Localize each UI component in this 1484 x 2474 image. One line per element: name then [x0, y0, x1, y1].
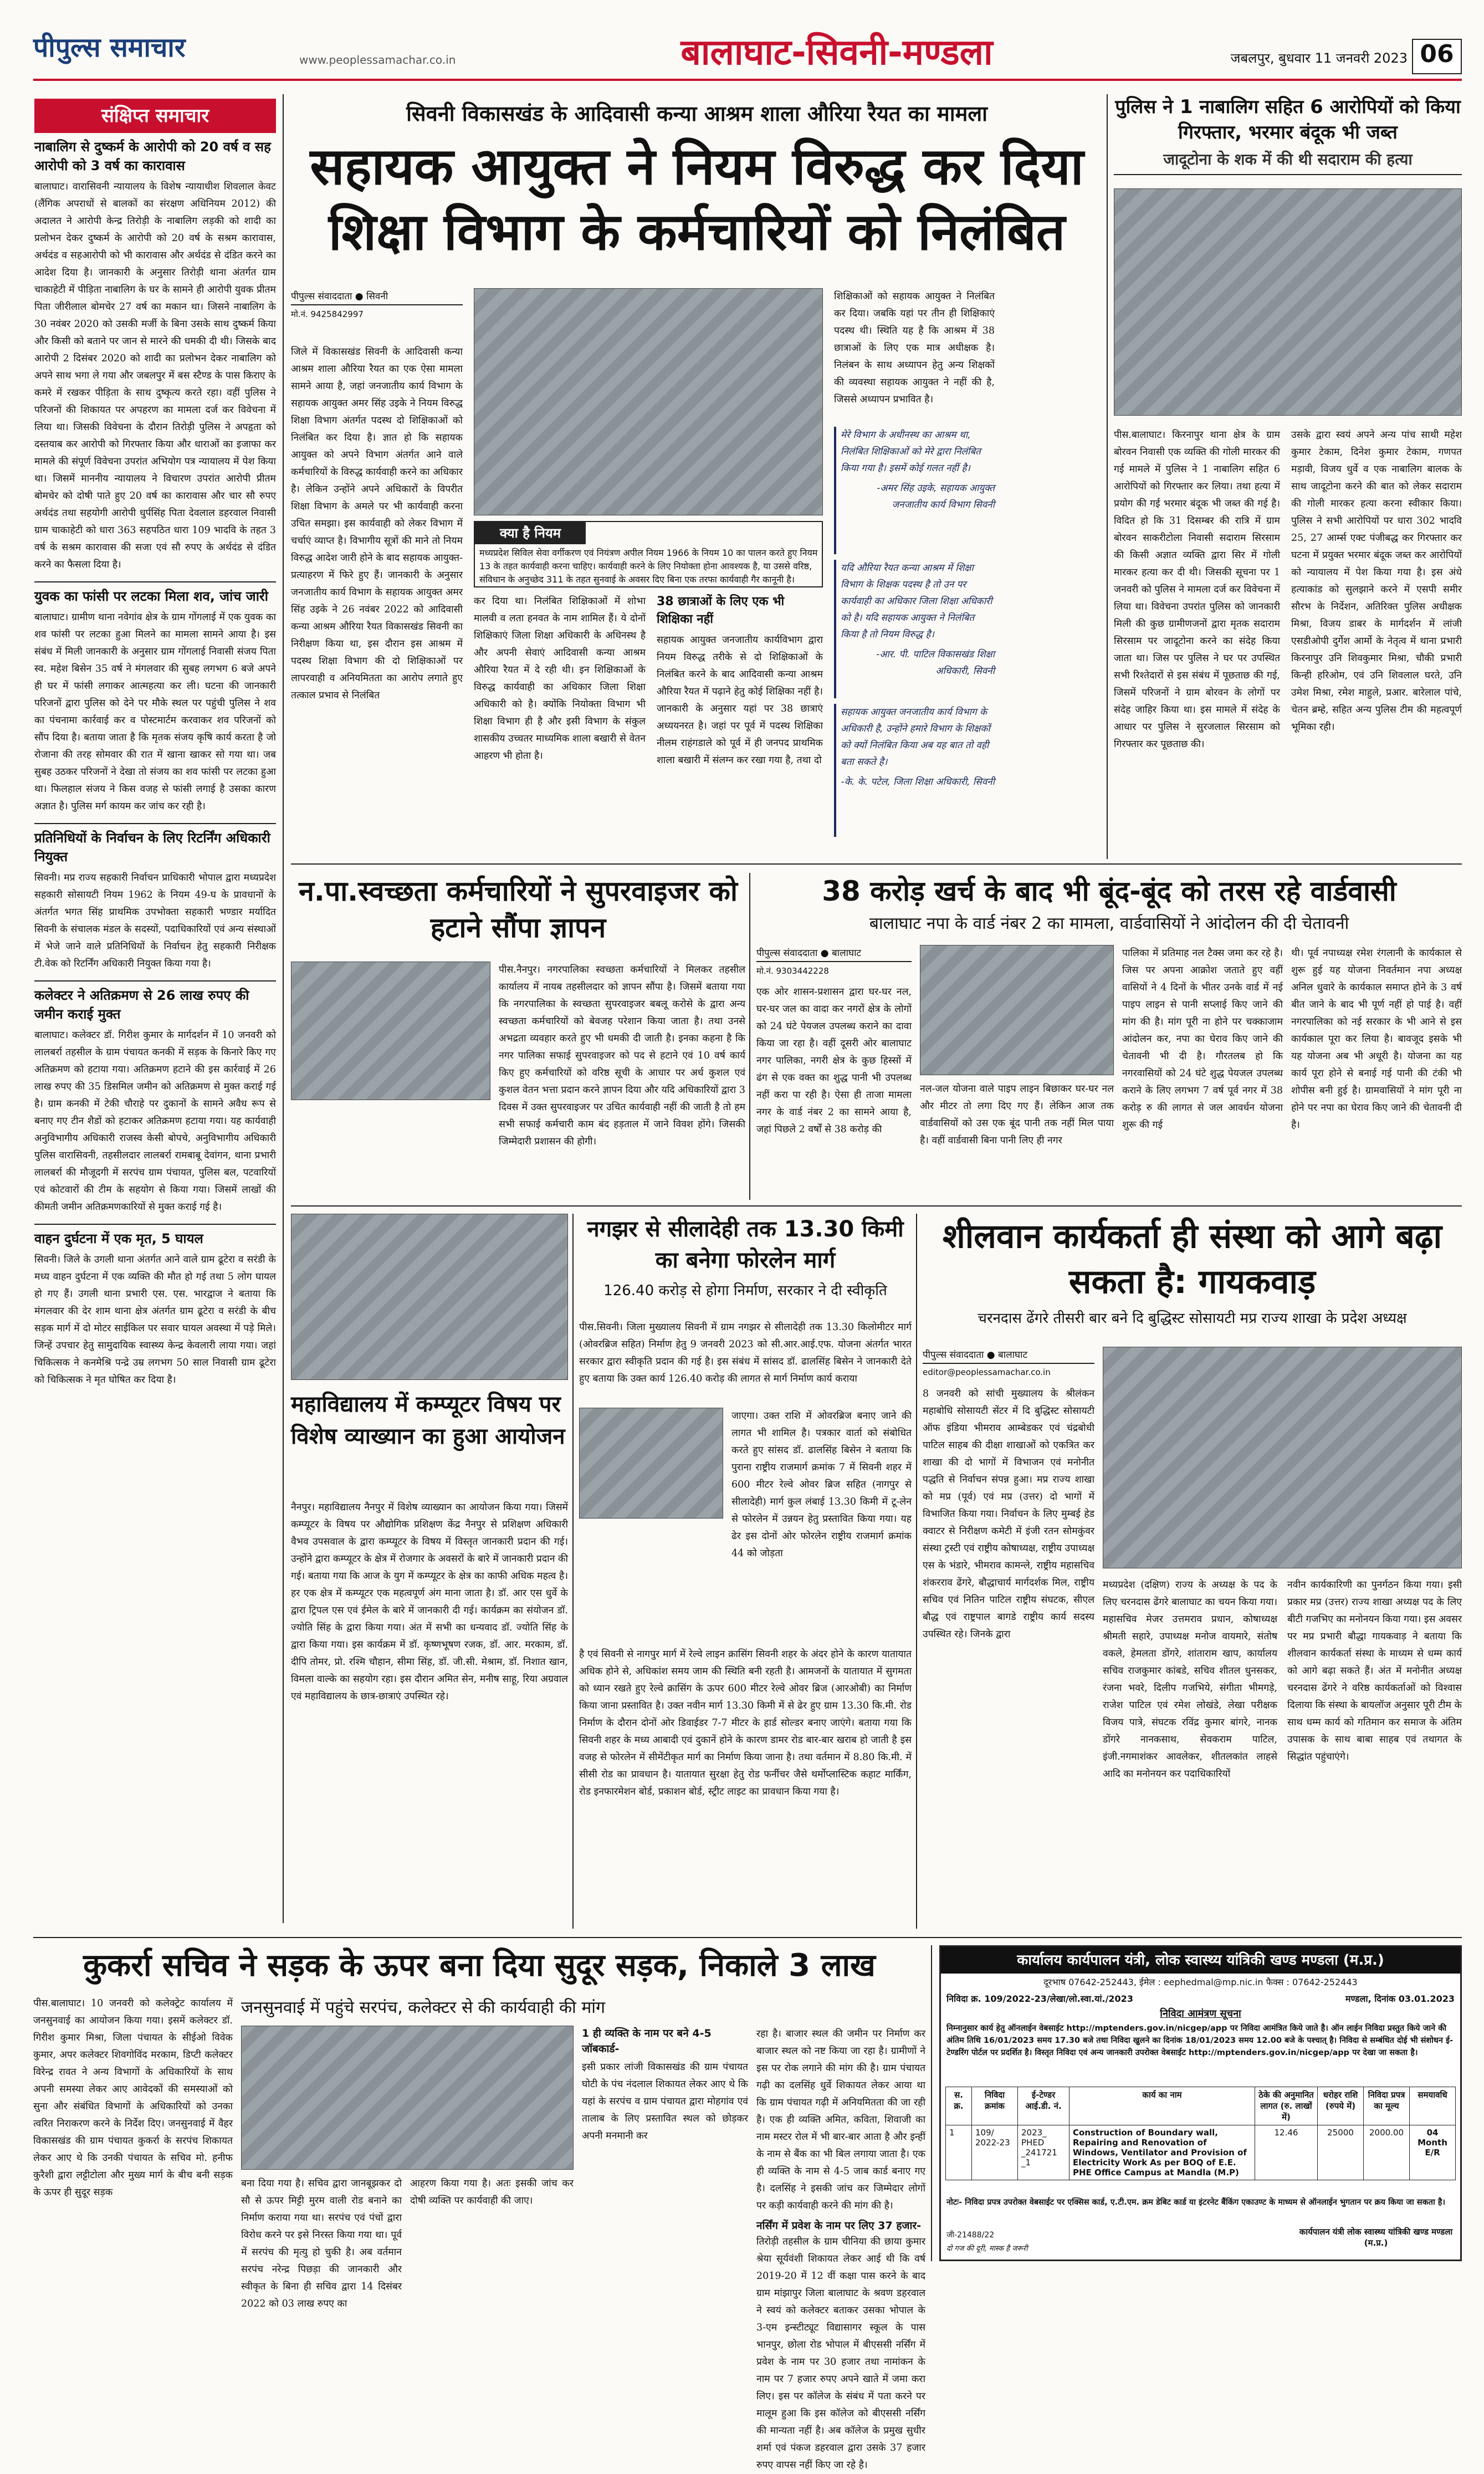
lead-headline: सहायक आयुक्त ने नियम विरुद्ध कर दिया शिक्षा विभाग के कर्मचारियों को निलंबित: [310, 137, 1084, 262]
page-number: 06: [1412, 39, 1462, 74]
brief-body: बालाघाट। वारासिवनी न्यायालय के विशेष न्यायाधीश शिवलाल केवट (लैंगिक अपराधों से बालकों का संरक्षण अधिनियम 2012) की अदालत ने आरोपी केन्द्र तिरोड़ी के नाबालिग लड़की को शादी का प्रलोभन देकर दुष्कर्म के आरोपी को 20 वर्ष के सश्रम कारावास, अर्थदंड व सहआरोपी को भी कारावास और अर्थदंड से दंडित करने का आदेश दिया है। जानकारी के अनुसार तिरोड़ी थाना अंतर्गत ग्राम चाकाहेटी में पीड़िता नाबालिग के घर के सामने ही आरोपी युवक प्रीतम पिता जीरीलाल बोमचेर 27 वर्ष का मकान था। जिसने नाबालिग के 30 नवंबर 2020 को उसकी मर्जी के बिना उसके साथ दुष्कर्म किया और किसी को बताने पर जान से मारने की धमकी दी थी। जिसके बाद आरोपी 2 दिसंबर 2020 को शादी का प्रलोभन देकर नाबालिग को अपने साथ भगा ले गया और जबलपुर में बस स्टैण्ड के पास किराए के कमरे में रखकर पीड़िता के साथ दुष्कृत्य करते रहा। वहीं पुलिस ने परिजनों की शिकायत पर अपहरण का मामला दर्ज कर विवेचना में लिया था। जिसकी विवेचना के दौरान तिरोड़ी पुलिस ने अपहृता को दस्तयाब कर आरोपी को गिरफ्तार किया और धाराओं का इजाफा कर मामले की संपूर्ण विवेचना उपरांत अभियोग पत्र न्यायालय में पेश किया था। जिसमें माननीय न्यायालय ने विचारण उपरांत आरोपी प्रीतम बोमचेर को दोषी पाते हुए 20 वर्ष का कारावास और चार सौ रुपए अर्थदंड तथा सहयोगी आरोपी धुर्पसिंह पिता देवलाल डहरवाल निवासी ग्राम चाकाहेटी को धारा 363 सहपठित धारा 109 भादवि के तहत 3 वर्ष के सश्रम कारावास की सजा एवं सौ रुपए के अर्थदंड से दंडित करने का फैसला दिया है।: [34, 181, 276, 570]
ward-col4: थी। पूर्व नपाध्यक्ष रमेश रंगलानी के कार्यकाल से शुरू हुई यह योजना निवर्तमान नपा अध्यक्ष अनिल धुवारे के कार्यकाल समाप्त होने के 3 वर्ष बीत जाने के बाद भी पूर्ण नहीं हो पाई है। वहीं नगरपालिका को नई सरकार के भी आने से इस कार्यकाल पूरा कर लिया है। बावजूद इसके भी यह योजना अब भी अधूरी है। योजना का यह कार्य पूरा होने से बनाई गई पानी की टंकी भी शोपीस बनी हुई है। ग्रामवासियों ने मांग पूरी ना होने पर नपा का घेराव किए जाने की चेतावनी दी है।: [1291, 948, 1462, 1131]
highway-col2: जाएगा। उक्त राशि में ओवरब्रिज बनाए जाने की लागत भी शामिल है। पत्रकार वार्ता को संबोधित करते हुए सांसद डॉ. ढालसिंह बिसेन ने बताया कि पुराना राष्ट्रीय राजमार्ग क्रमांक 7 में सिवनी शहर में 600 मीटर रेल्वे ओवर ब्रिज सहित (नागपुर से सीलादेही) मार्ग कुल लंबाई 13.30 किमी में टू-लेन से फोरलेन में उन्नयन हेतु प्रस्तावित किया गया। यह ढेर इस दोनों ओर फोरलेन राष्ट्रीय राजमार्ग क्रमांक 44 को जोड़ता: [731, 1410, 912, 1559]
mobile-number: मो.नं. 9303442228: [756, 966, 829, 976]
gaikwad-col3: नवीन कार्यकारिणी का पुनर्गठन किया गया। इसी प्रकार मप्र (उत्तर) राज्य शाखा अध्यक्ष पद के लिए बीटी गजभिए का मनोनयन किया गया। इस अवसर पर मप्र प्रभारी बौद्धा गायकवाड़ ने बताया कि शीलवान कार्यकर्ता संस्था के माध्यम से धम्म कार्य को आगे बढ़ा सकते हैं। अंत में मनोनीत अध्यक्ष चरनदास ढेंगरे ने वरिष्ठ कार्यकर्ताओं को विश्वास दिलाया कि संस्था के बायलॉज अनुसार पूरी टीम के साथ धम्म कार्य को गतिमान कर समाज के अंतिम उपासक के साथ बाबा साहब एवं तथागत के सिद्धांत पहुंचाएंगे।: [1287, 1580, 1462, 1762]
kukarra-subhead: जनसुनवाई में पहुंचे सरपंच, कलेक्टर से की कार्यवाही की मांग: [241, 1998, 605, 2017]
table-cell: 25000: [1318, 2125, 1364, 2180]
police-headline: पुलिस ने 1 नाबालिग सहित 6 आरोपियों को किया गिरफ्तार, भरमार बंदूक भी जब्त: [1115, 96, 1461, 144]
kukarra-col4-group: [756, 2026, 925, 2471]
rule-subhead: क्या है नियम: [475, 522, 586, 544]
college-lecture-photo: [291, 1214, 568, 1380]
tender-signature: कार्यपालन यंत्री लोक स्वास्थ्य यांत्रिकी खण्ड मण्डला (म.प्र.): [1299, 2227, 1453, 2248]
column-header: समयावधि: [1410, 2087, 1456, 2125]
memorandum-photo: [291, 962, 490, 1100]
swachhata-body: पीस.नैनपुर। नगरपालिका स्वच्छता कर्मचारियों ने मिलकर तहसील कार्यालय में नायब तहसीलदार को ज्ञापन सौंपा है। जिसमें बताया गया कि नगरपालिका के स्वच्छता सुपरवाइजर बबलू करोसे के द्वारा अन्य स्वच्छता कर्मचारियों को बेवजह परेशान किया जाता है। तथा उनसे अभद्रता व्यवहार करते हुए भी धमकी दी जाती है। इनका कहना है कि नगर पालिका सफाई सुपरवाइजर को पद से हटाने एवं 10 वर्ष कार्य किए हुए कर्मचारियों को वरिष्ठ सूची के आधार पर अर्ध कुशल एवं कुशल वेतन भत्ता प्रदान करने ज्ञापन दिया और यदि अधिकारियों द्वारा 3 दिवस में उक्त सुपरवाइजर पर उचित कार्यवाही नहीं की जाती है तो हम सभी सफाई कर्मचारी काम बंद हड़ताल में जाने विवश होंगे। जिसकी जिम्मेदारी प्रशासन की होगी।: [499, 964, 745, 1147]
gaikwad-story: [923, 1214, 1462, 1929]
column-header: धरोहर राशि (रुपये में): [1318, 2087, 1364, 2125]
dateline: जबलपुर, बुधवार 11 जनवरी 2023: [1230, 50, 1408, 66]
quote-uike: [834, 427, 995, 554]
kukarra-story: [33, 1945, 925, 2471]
quote-source: -अमर सिंह उइके, सहायक आयुक्त जनजातीय कार्य विभाग सिवनी: [877, 483, 995, 510]
highway-headline: नगझर से सीलादेही तक 13.30 किमी का बनेगा फोरलेन मार्ग: [587, 1216, 904, 1273]
swachhata-story: [291, 873, 745, 1200]
public-hearing-photo: [241, 2026, 574, 2170]
gaikwad-byline: [923, 1347, 1094, 1380]
tender-contact: दूरभाष 07642-252443, ईमेल : eephedmal@mp.nic.in फैक्स : 07642-252443: [1043, 1977, 1358, 1987]
ward-headline: 38 करोड़ खर्च के बाद भी बूंद-बूंद को तरस रहे वार्डवासी: [822, 875, 1396, 907]
ward-story: [756, 873, 1462, 1200]
brief-title: नाबालिग से दुष्कर्म के आरोपी को 20 वर्ष व सह आरोपी को 3 वर्ष का कारावास: [34, 139, 271, 173]
lead-col3b: सहायक आयुक्त जनजातीय कार्यविभाग द्वारा नियम विरुद्ध तरीके से दो शिक्षिकाओं के निलंबित करने के बाद आदिवासी कन्या आश्रम औरिया रैयत में पढ़ाने हेतु कोई शिक्षिका नहीं है। जानकारी के अनुसार यहां पर 38 छात्राएं अध्ययनरत है। जहां पर पूर्व में पदस्थ शिक्षिका नीलम राहंगडाले को पूर्व में ही जनपद प्राथमिक शाला बखारी में संलग्न कर रखा गया है, तथा दो: [657, 635, 823, 766]
website[interactable]: www.peoplessamachar.co.in: [299, 53, 456, 67]
kukarra-col3-group: [410, 2175, 574, 2261]
section-rule: [33, 1937, 1462, 1938]
brief-body: बालाघाट। कलेक्टर डॉ. गिरीश कुमार के मार्गदर्शन में 10 जनवरी को लालबर्रा तहसील के ग्राम पंचायत कनकी में सड़क के किनारे किए गए अतिक्रमण को हटाया गया। अतिक्रमण हटाने की इस कार्रवाई में 26 लाख रुपए की 35 डिसमिल जमीन को अतिक्रमण से मुक्त कराई गई है। ग्राम कनकी में टेकी चौराहे पर दुकानों के सामने अवैध रूप से बनाए गए टीन शैडों को हटाकर अतिक्रमण हटाया गया। यह कार्यवाही अनुविभागीय अधिकारी राजस्व केसी बोपचे, अनुविभागीय अधिकारी पुलिस वारासिवनी, तहसीलदार लालबर्रा रामबाबू देवांगन, थाना प्रभारी लालबर्रा की मौजूदगी में सरपंच ग्राम पंचायत, पुलिस बल, पटवारियों एवं कोटवारों की टीम के सहयोग से किया गया। जिसमें लाखों की कीमती जमीन अतिक्रमणकारियों से मुक्त कराई गई है।: [34, 1030, 276, 1213]
column-header: निविदा प्रपत्र का मूल्य: [1364, 2087, 1410, 2125]
gaikwad-subhead: चरनदास ढेंगरे तीसरी बार बने दि बुद्धिस्ट सोसायटी मप्र राज्य शाखा के प्रदेश अध्यक्ष: [978, 1310, 1407, 1327]
column-rule: [572, 1214, 574, 1929]
gaikwad-headline: शीलवान कार्यकर्ता ही संस्था को आगे बढ़ा सकता है: गायकवाड़: [942, 1217, 1442, 1301]
brief-title: कलेक्टर ने अतिक्रमण से 26 लाख रुपए की जमीन कराई मुक्त: [34, 980, 276, 1024]
lead-story: [291, 94, 1103, 859]
lead-col1: जिले में विकासखंड सिवनी के आदिवासी कन्या आश्रम शाला औरिया रैयत का एक ऐसा मामला सामने आया है, जहां जनजातीय कार्य विभाग के सहायक आयुक्त अमर सिंह उइके ने नियम विरुद्ध शिक्षा विभाग अंतर्गत पदस्थ दो शिक्षिकाओं को निलंबित कर दिया है। ज्ञात हो कि सहायक आयुक्त को अपने विभाग अंतर्गत आने वाले कर्मचारियों के विरुद्ध कार्यवाही करने का अधिकार है। लेकिन उन्होंने अपने अधिकारों के विपरीत शिक्षा विभाग के अमले पर भी कार्यवाही करना उचित समझा। इस कार्यवाही को लेकर विभाग में चर्चाएं व्याप्त है। विभागीय सूत्रों की माने तो नियम विरुद्ध आदेश जारी होने के बाद सहायक आयुक्त- प्रत्याहरण में फिरे हुए हैं। जानकारी के अनुसार जनजातीय कार्य विभाग के सहायक आयुक्त अमर सिंह उइके ने 26 नवंबर 2022 को आदिवासी कन्या आश्रम औरिया रैयत विकासखंड सिवनी का निरीक्षण किया था, इस दौरान इस आश्रम में पदस्थ शिक्षा विभाग की दो शिक्षिकाओं पर लापरवाही व अनियमितता का आरोप लगाते हुए तत्काल प्रभाव से निलंबित: [291, 346, 463, 701]
table-cell: 12.46: [1255, 2125, 1318, 2180]
table-cell: 109/ 2022-23: [972, 2125, 1018, 2180]
police-story: [1114, 94, 1462, 859]
police-col1: पीस.बालाघाट। किरनापुर थाना क्षेत्र के ग्राम बोरवन निवासी एक व्यक्ति की गोली मारकर की गई मामले में पुलिस ने 1 नाबालिग सहित 6 आरोपियों को गिरफ्तार कर लिया। तथा हत्या में प्रयोग की गई भरमार बंदूक भी जब्त की गई है। विदित हो कि 31 दिसम्बर की रात्रि में ग्राम बोरवन साकरीटोला निवासी सदाराम सिरसाम की किसी अज्ञात व्यक्ति द्वारा सिर में गोली मारकर हत्या कर दी थी। जिसकी सूचना पर 1 जनवरी को पुलिस ने मामला दर्ज कर विवेचना में लिया था। विवेचना उपरांत पुलिस को जानकारी मिली की कुछ ग्रामीणजनों द्वारा मृतक सदाराम सिरसाम पर जादूटोना करने का संदेह किया जाता था। जिस पर पुलिस ने घर पर उपस्थित सभी रिश्तेदारों से इस संबंध में पूछताछ की गई, जिसमें परिजनों ने ग्राम बोरवन के लोगों पर संदेह जाहिर किया था। इस मामले में संदेह के आधार पर पुलिस ने सुरजलाल सिरसाम को गिरफ्तार कर पूछताछ की।: [1114, 430, 1280, 750]
byline: पीपुल्स संवाददाता ● बालाघाट: [756, 945, 912, 962]
quote-text: यदि औरिया रैयत कन्या आश्रम में शिक्षा विभाग के शिक्षक पदस्थ है तो उन पर कार्यवाही का अधिकार जिला शिक्षा अधिकारी को है। यदि सहायक आयुक्त ने निलंबित किया है तो नियम विरुद्ध है।: [841, 563, 992, 640]
rule-box: [474, 521, 823, 587]
column-header: निविदा क्रमांक: [972, 2087, 1018, 2125]
byline: पीपुल्स संवाददाता ● बालाघाट: [923, 1347, 1094, 1364]
logo: पीपुल्स समाचार: [33, 32, 186, 63]
quote-source: -आर. पी. पाटिल विकासखंड शिक्षा अधिकारी, सिवनी: [876, 649, 995, 677]
email[interactable]: editor@peoplessamachar.co.in: [923, 1367, 1051, 1377]
quote-source: -के. के. पटेल, जिला शिक्षा अधिकारी, सिवनी: [841, 776, 995, 788]
gaikwad-col1: 8 जनवरी को सांची मुख्यालय के श्रीलंकन महाबोधि सोसायटी सेंटर में दि बुद्धिस्ट सोसायटी ऑफ इंडिया भीमराव आम्बेडकर एवं चंद्रबोधी पाटिल साहब की दीक्षा शाखाओं को एकत्रित कर शाखा की दो भागों में विभाजन एवं मनोनीत पद्धति से निर्वाचन संपन्न हुआ। मप्र राज्य शाखा को मप्र (पूर्व) एवं मप्र (उत्तर) दो भागों में विभाजित किया गया। निर्वाचन के लिए मुम्बई हेड क्वाटर से निरीक्षण कमेटी में इंजी रतन सोमकुंवर संस्था ट्रस्टी एवं राष्ट्रीय कोषाध्यक्ष, राष्ट्रीय उपाध्यक्ष एस के भंडारे, भीमराव कामन्ले, राष्ट्रीय महासचिव शंकरराव ढेंगरे, बौद्धाचार्य मार्गदर्शक मिल, राष्ट्रीय सचिव एवं नितिन पाटिल राष्ट्रीय संघटक, सीएल बौद्ध एवं राष्ट्रपाल बागडे राष्ट्रीय कार्य सदस्य उपस्थित रहे। जिनके द्वारा: [923, 1388, 1094, 1640]
kukarra-col3: आहरण किया गया है। अतः इसकी जांच कर दोषी व्यक्ति पर कार्यवाही की जाए।: [410, 2178, 574, 2206]
swachhata-headline: न.पा.स्वच्छता कर्मचारियों ने सुपरवाइजर को हटाने सौंपा ज्ञापन: [299, 875, 738, 944]
highway-subhead: 126.40 करोड़ से होगा निर्माण, सरकार ने दी स्वीकृति: [603, 1282, 887, 1299]
tender-footer-slogan: दो गज की दूरी, मास्क है जरूरी: [946, 2245, 1028, 2253]
quote-text: मेरे विभाग के अधीनस्थ का आश्रम था, निलंबित शिक्षिकाओं को मेरे द्वारा निलंबित किया गया है। इसमें कोई गलत नहीं है।: [841, 430, 981, 474]
lead-kicker: सिवनी विकासखंड के आदिवासी कन्या आश्रम शाला औरिया रैयत का मामला: [406, 101, 987, 126]
rule-text: मध्यप्रदेश सिविल सेवा वर्गीकरण एवं नियंत्रण अपील नियम 1966 के नियम 10 का पालन करते हुए नियम 13 के तहत कार्यवाही करना चाहिए। कार्यवाही करने के लिए नियोक्ता होना आवश्यक है, या उससे वरिष्ठ, संविधान के अनुच्छेद 311 के तहत सुनवाई के अवसर दिए बिना एक तरफा कार्यवाही गैर कानूनी है।: [479, 548, 818, 585]
tender-footer-code: जी-21488/22: [946, 2231, 995, 2240]
lead-col3: शिक्षिकाओं को सहायक आयुक्त ने निलंबित कर दिया। जबकि यहां पर तीन ही शिक्षिकाएं पदस्थ थी। स्थिति यह है कि आश्रम में 38 छात्राओं के लिए एक मात्र अधीक्षक है। निलंबन के साथ अध्यापन हेतु अन्य शिक्षकों की व्यवस्था सहायक आयुक्त ने नहीं की है, जिससे अध्यापन प्रभावित है।: [834, 291, 995, 405]
column-header: ठेके की अनुमानित लागत (रु. लाखों में): [1255, 2087, 1318, 2125]
ward-subhead: बालाघाट नपा के वार्ड नंबर 2 का मामला, वार्डवासियों ने आंदोलन की दी चेतावनी: [869, 914, 1349, 933]
tender-note: नोटः- निविदा प्रपत्र उपरोक्त वेबसाईट पर एक्सिस कार्ड, ए.टी.एम. क्रम डेबिट कार्ड या इंटरनेट बैंकिंग एकाउण्ट के माध्यम से ऑनलाईन भुगतान पर क्रय किया जा सकता है।: [946, 2198, 1445, 2207]
highway-col1: पीस.सिवनी। जिला मुख्यालय सिवनी में ग्राम नगझर से सीलादेही तक 13.30 किलोमीटर मार्ग (ओवरब्रिज सहित) निर्माण हेतु 9 जनवरी 2023 को सी.आर.आई.एफ. योजना अंतर्गत भारत सरकार द्वारा स्वीकृति प्रदान की गई है। इस संबंध में सांसद डॉ. ढालसिंह बिसेन ने जानकारी देते हुए बताया कि उक्त कार्य 126.40 करोड़ की लागत से मार्ग निर्माण कार्य कराया: [579, 1322, 912, 1384]
tender-table-wrap: [945, 2087, 1456, 2192]
college-body: नैनपुर। महाविद्यालय नैनपुर में विशेष व्याख्यान का आयोजन किया गया। जिसमें कम्प्यूटर के विषय पर औद्योगिक प्रशिक्षण केंद्र नैनपुर से प्रशिक्षण अधिकारी वैभव उपसवाल के द्वारा कम्प्यूटर के विषय में विस्तृत जानकारी प्रदान की गई। उन्होंने द्वारा कम्प्यूटर के क्षेत्र में रोजगार के अवसरों के बारे में जानकारी प्रदान की गई। बताया गया कि आज के युग में कम्प्यूटर के क्षेत्र का काफी अधिक महत्व है। हर एक क्षेत्र में कम्प्यूटर एक महत्वपूर्ण अंग माना जाता है। डॉ. आर एस धुर्वे के द्वारा ट्रिपल एस एवं ईमेल के बारे में जानकारी दी गई। कार्यक्रम का संयोजन डॉ. ज्योति सिंह के द्वारा किया गया। अंत में सभी का धन्यवाद डॉ. ज्योति सिंह के द्वारा किया गया। इस कार्यक्रम में डॉ. कृष्णभूषण रजक, डॉ. आर. मरकाम, डॉ. दीपि तोमर, प्रो. रश्मि चौहान, सीमा सिंह, डॉ. जी.सी. मेश्राम, डॉ. निशात खान, विमला वाल्के का सहयोग रहा। इस दौरान अमित सेन, मनीष साहू, रिया अग्रवाल एवं महाविद्यालय के छात्र-छात्राएं उपस्थित रहे।: [291, 1502, 568, 1702]
lead-byline: [291, 288, 463, 327]
ward-col3: पालिका में प्रतिमाह नल टैक्स जमा कर रहे है। जिस पर अपना आक्रोश जताते हुए वहीं वासियों ने 4 दिनों के भीतर उनके वार्ड में नई पाइप लाइन से पानी सप्लाई किए जाने की मांग की है। मांग पूरी ना होने पर चक्काजाम आंदोलन कर, नपा का घेराव किए जाने की चेतावनी भी दी है। गौरतलब हो कि नगरवासियों को 24 घंटे शुद्ध पेयजल उपलब्ध कराने के लिए लगभग 7 वर्ष पूर्व नगर में 38 करोड़ रु की लागत से जल आवर्धन योजना शुरू की गई: [1122, 948, 1283, 1131]
section-rule: [291, 863, 1462, 865]
briefs-header: संक्षिप्त समाचार: [34, 99, 276, 133]
students-subhead: 38 छात्राओं के लिए एक भी शिक्षिका नहीं: [657, 595, 785, 626]
brief-body: बालाघाट। ग्रामीण थाना नवेगांव क्षेत्र के ग्राम गोंगलाई में एक युवक का शव फांसी पर लटका हुआ मिलने का मामला सामने आया है। इस संबंध में मिली जानकारी के अनुसार ग्राम गोंगलाई निवासी संजय पिता स्व. महेश बिसेन 35 वर्ष ने मंगलवार की सुबह लगभग 6 बजे अपने ही घर में फांसी लगाकर आत्महत्या कर ली। घटना की जानकारी परिजनों द्वारा पुलिस को देने पर मौके स्थल पर पहुंची पुलिस ने शव का पंचनामा कार्रवाई कर व पोस्टमार्टम करवाकर शव परिजनों को सौंप दिया है। बताया जाता है कि मृतक संजय कृषि कार्य करता है जो रोजाना की तरह सोमवार की रात में खाना खाकर सो गया था। जब सुबह उठकर परिजनों ने देखा तो संजय का शव फांसी पर लटका हुआ था। फिलहाल संजय ने किस वजह से फांसी लगाई है उसका कारण अज्ञात है। पुलिस मर्ग कायम कर जांच कर रही है।: [34, 612, 276, 812]
column-rule: [283, 94, 284, 1923]
lead-col3-group: [657, 593, 823, 837]
tender-notice-body: निम्नानुसार कार्य हेतु ऑनलाईन वेबसाईट http://mptenders.gov.in/nicgep/app पर निविदा आमंत्रित किये जाते है। ऑन लाईन निविदा प्रस्तुत किये जाने की अंतिम तिथि 16/01/2023 समय 17.30 बजे तथा निविदा खुलने का दिनांक 18/01/2023 समय 12.00 बजे के पश्चात् है। निविदा से सम्बंधित दोई भी संशोधन ई-टेण्डरिंग पोर्टल पर प्रदर्शित है। विस्तृत निविदा एवं अन्य जानकारी उपरोक्त वेबसाईट http://mptenders.gov.in/nicgep/app पर देखा जा सकता है।: [946, 2024, 1454, 2057]
table-cell: Construction of Boundary wall, Repairing and Renovation of Windows, Ventilator and Provision of Electricity Work As per BOQ of E.E. PHE Office Campus at Mandla (M.P): [1069, 2125, 1255, 2180]
briefs-column: [34, 137, 276, 1944]
police-subhead: जादूटोना के शक में की थी सदाराम की हत्या: [1114, 149, 1462, 175]
kukarra-col2: बना दिया गया है। सचिव द्वारा जानबूझकर दो सौ से ऊपर मिट्टी मुरम वाली रोड बनाने का निर्माण कराया गया था। सरपंच एवं पंचों द्वारा विरोध करने पर इसे निरस्त किया गया था। पूर्व में सरपंच की मृत्यु हो चुकी है। अब वर्तमान सरपंच नरेन्द्र पिछड़ा की जानकारी और स्वीकृत के बिना ही सचिव द्वारा 14 दिसंबर 2022 को 03 लाख रुपए का: [241, 2178, 402, 2309]
quote-patel: [834, 704, 995, 837]
ward-col2: नल-जल योजना वाले पाइप लाइन बिछाकर घर-घर नल और मीटर तो लगा दिए गए हैं। लेकिन आज तक वार्डवासियों को उस एक बूंद पानी तक नहीं मिल पाया है। वहीं वार्डवासी बिना पानी लिए ही नगर: [920, 1083, 1114, 1146]
section-rule: [291, 1205, 1462, 1207]
table-header-row: [946, 2087, 1456, 2125]
accused-group-photo: [1114, 188, 1462, 416]
ward-col1: एक ओर शासन-प्रशासन द्वारा घर-घर नल, घर-घर जल का वादा कर नगरों क्षेत्र के लोगों को 24 घंटे पेयजल उपलब्ध कराने का दावा किया जा रहा है। वहीं दूसरी ओर बालाघाट नगर पालिका, नगरी क्षेत्र के कुछ हिस्सों में ढंग से एक वक्त का शुद्ध पानी भी उपलब्ध नहीं करा पा रही है। ऐसा ही ताजा मामला नगर के वार्ड नंबर 2 का सामने आया है, जहां पिछले 2 वर्षों से 38 करोड़ की: [756, 986, 912, 1135]
column-header: स. क्र.: [946, 2087, 972, 2125]
police-col2: उसके द्वारा स्वयं अपने अन्य पांच साथी महेश कुमार टेकाम, दिनेश कुमार टेकाम, गणपत मड़ावी, विजय धुर्वे व एक नाबालिग बालक के साथ जादूटोना करने की बात को लेकर सदाराम की गोली मारकर हत्या करना स्वीकार किया। पुलिस ने सभी आरोपियों पर धारा 302 भादवि 25, 27 आर्म्स एक्ट पंजीबद्ध कर गिरफ्तार कर घटना में प्रयुक्त भरमार बंदूक जब्त कर आरोपियों को न्यायालय में पेश किया गया है। इस अंधे हत्याकांड को सुलझाने करने में एसपी समीर सौरभ के निर्देशन, अतिरिक्त पुलिस अधीक्षक मिश्रा, विजय डाबर के मार्गदर्शन में लांजी एसडीओपी दुर्गेश आर्मो के नेतृत्व में थाना प्रभारी किरनापुर उनि शिवकुमार मिश्रा, चौकी प्रभारी किन्ही हरिओम, एवं उनि शिवलाल घरते, उनि उमेश मिश्रा, रमेश माहुले, प्रआर. बारेलाल पांचे, चेतन ब्रम्हे, सहित अन्य पुलिस टीम की महत्वपूर्ण भूमिका रही।: [1291, 430, 1462, 733]
kukarra-col3b: इसी प्रकार लांजी विकासखंड की ग्राम पंचायत घोटी के पंच नंदलाल शिकायत लेकर आए थे कि यहां के सरपंच व ग्राम पंचायत द्वारा मोहगांव एवं तालाब के लिए प्रस्तावित स्थल को छोड़कर अपनी मनमानी कर: [582, 2062, 748, 2141]
column-rule: [1107, 94, 1108, 859]
table-cell: 2023_ PHED _241721 _1: [1018, 2125, 1069, 2180]
mp-portrait-photo: [579, 1408, 723, 1519]
nursing-subhead: नर्सिंग में प्रवेश के नाम पर लिए 37 हजार-: [756, 2220, 922, 2232]
brief-title: वाहन दुर्घटना में एक मृत, 5 घायल: [34, 1224, 276, 1248]
kukarra-col4: रहा है। बाजार स्थल की जमीन पर निर्माण कर बाजार स्थल को नष्ट किया जा रहा है। ग्रामीणों ने इस पर रोक लगाने की मांग की है। ग्राम पंचायत गढ़ी का दलसिंह धुर्वे शिकायत लेकर आया था कि ग्राम पंचायत गढ़ी में अनियमितता की जा रही है। एक ही व्यक्ति अमित, कविता, शिवाजी का नाम मस्टर रोल में भी बार-बार आता है और इन्हीं के नाम से बैंक का भी बिल लगाया जाता है। एक ही व्यक्ति के नाम से 4-5 जाब कार्ड बनाए गए है। दलसिंह ने इसकी जांच कर जिम्मेदार लोगों पर कड़ी कार्यवाही करने की मांग की है।: [756, 2028, 925, 2211]
highway-col3: है एवं सिवनी से नागपुर मार्ग में रेल्वे लाइन क्रासिंग सिवनी शहर के अंदर होने के कारण यातायात अधिक होने से, अधिकांश समय जाम की स्थिति बनी रहती है। आमजनों के यातायात में सुगमता को ध्यान रखते हुए रेल्वे क्रासिंग के ऊपर 600 मीटर रेल्वे ओवर ब्रिज (आरओबी) का निर्माण किया जाना प्रस्तावित है। उक्त नवीन मार्ग 13.30 किमी में से ढेर हुए ग्राम 13.30 कि.मी. रोड निर्माण के दौरान दोनों ओर डिवाईडर 7-7 मीटर के हार्ड सोल्डर बनाए जाएंगे। बताया गया कि सिवनी शहर के मध्य आबादी एवं दुकानें होने के कारण डामर रोड बार-बार खराब हो जाती है इस वजह से फोरलेन में सीमेंटीकृत मार्ग का निर्माण किया जाना है। तथा वर्तमान में 8.80 कि.मी. में सीसी रोड का प्रावधान है। यातायात सुरक्षा हेतु रोड फर्नीचर जैसे थर्मोप्लास्टिक कहाट मार्किंग, रोड इनफारमेशन बोर्ड, प्रकाशन बोर्ड, स्ट्रीट लाइट का प्रावधान किया गया है।: [579, 1649, 912, 1797]
brief-title: प्रतिनिधियों के निर्वाचन के लिए रिटर्निंग अधिकारी नियुक्त: [34, 823, 276, 866]
tender-table: [945, 2087, 1456, 2180]
brief-body: सिवनी। जिले के उगली थाना अंतर्गत आने वाले ग्राम ढूटेरा व सरंडी के मध्य वाहन दुर्घटना में एक व्यक्ति की मौत हो गई तथा 5 लोग घायल हो गए हैं। उगली थाना प्रभारी एस. एस. भारद्वाज ने बताया कि मंगलवार की देर शाम थाना क्षेत्र अंतर्गत ग्राम ढूटेरा व सरंडी के बीच सड़क मार्ग में दो मोटर साईकिल पर सवार घायल अवस्था में पड़े मिले। जिन्हें उपचार हेतु सामुदायिक स्वास्थ्य केन्द्र केवलारी लाया गया। जहां चिकित्सक ने कनमेश्रि पन्द्रे उम्र लगभग 50 साल निवासी ग्राम ढूटेरा को चिकित्सक ने मृत घोषित कर दिया है।: [34, 1254, 276, 1386]
kukarra-headline: कुकर्रा सचिव ने सड़क के ऊपर बना दिया सुदूर सड़क, निकाले 3 लाख: [83, 1947, 876, 1984]
ward-byline: [756, 945, 912, 976]
column-rule: [916, 1214, 917, 1929]
masthead: [0, 0, 1484, 83]
tender-place-date: मण्डला, दिनांक 03.01.2023: [1345, 1993, 1455, 2004]
quote-text: सहायक आयुक्त जनजातीय कार्य विभाग के अधिकारी है, उन्होंने हमारे विभाग के शिक्षकों को क्यों निलंबित किया अब यह बात तो वही बता सकते है।: [841, 707, 990, 768]
tender-ref: निविदा क्र. 109/2022-23/लेखा/लो.स्वा.यां./2023: [946, 1993, 1133, 2004]
tender-notice-title: निविदा आमंत्रण सूचना: [1160, 2008, 1241, 2020]
highway-story: [579, 1214, 912, 1929]
tender-office: कार्यालय कार्यपालन यंत्री, लोक स्वास्थ्य यांत्रिकी खण्ड मण्डला (म.प्र.): [941, 1947, 1460, 1974]
table-row: [946, 2125, 1456, 2180]
lead-col2: कर दिया था। निलंबित शिक्षिकाओं में शोभा मालवी व लता हनवत के नाम शामिल हैं। ये दोनों शिक्षिकाएं जिला शिक्षा अधिकारी के अधिनस्थ है और अपनी सेवाएं आदिवासी कन्या आश्रम औरिया रैयत में दे रही थी। इन शिक्षिकाओं के विरुद्ध कार्यवाही का अधिकार जिला शिक्षा अधिकारी को है। क्योंकि नियोक्ता विभाग भी शिक्षा विभाग ही है और इसी विभाग के संकुल शासकीय उच्चतर माध्यमिक शाला बखारी से वेतन आहरण भी होता है।: [474, 596, 646, 761]
kukarra-col1: पीस.बालाघाट। 10 जनवरी को कलेक्ट्रेट कार्यालय में जनसुनवाई का आयोजन किया गया। इसमें कलेक्टर डॉ. गिरीश कुमार मिश्रा, जिला पंचायत के सीईओ विवेक कुमार, अपर कलेक्टर शिवगोविंद मरकाम, डिप्टी कलेक्टर विरेन्द्र रावत ने अन्य विभागों के अधिकारियों के साथ अपनी समस्या लेकर आए आवेदकों की समस्याओं को सुना और संबंधित विभागों के अधिकारियों को उनका त्वरित निराकरण करने के निर्देश दिए। जनसुनवाई में वैहर विकासखंड की ग्राम पंचायत कुकर्रा के सरपंच शिकायत लेकर आए थे कि उनकी पंचायत के सचिव मो. हनीफ कुरैशी द्वारा लट्टीटोला और मुख्य मार्ग के बीच बनी सड़क के ऊपर ही सुदूर सड़क: [33, 1998, 233, 2198]
column-header: कार्य का नाम: [1069, 2087, 1255, 2125]
quote-patil: [834, 560, 995, 698]
kukarra-col3b-group: [582, 2026, 748, 2261]
column-rule: [931, 1945, 932, 2261]
ward-street-photo: [920, 945, 1114, 1075]
brief-title: युवक का फांसी पर लटका मिला शव, जांच जारी: [34, 581, 276, 606]
college-headline: महाविद्यालय में कम्प्यूटर विषय पर विशेष व्याख्यान का हुआ आयोजन: [291, 1392, 565, 1449]
masthead-rule: [33, 79, 1462, 81]
society-meeting-photo: [1103, 1347, 1462, 1568]
gaikwad-col2: मध्यप्रदेश (दक्षिण) राज्य के अध्यक्ष के पद के लिए चरनदास ढेंगरे बालाघाट का चयन किया गया। महासचिव मेजर उत्तमराव प्रधान, कोषाध्यक्ष श्रीमती सहारे, उपाध्यक्ष मनोज वायमारे, संतोष वकले, हेमलता डोंगरे, शांताराम खाप, कार्यालय सचिव राजकुमार कांबडे, सचिव शीतल धुनसकर, रंजना भवरे, दिलीप गजभिये, संगीता भीमगड़े, राजेश पाटिल एवं रमेश लोखंडे, लेखा परीक्षक विजय पात्रे, संघटक रविंद्र कुमार बांगरे, नानक डोंगरे नानकसाथ, सेवकराम पाटिल, इंजी.नगमाशंकर आवलेकर, शीतलकांत लाहसे आदि का मनोनयन कर पदाधिकारियों: [1103, 1580, 1277, 1780]
mobile-number: मो.नं. 9425842997: [291, 309, 364, 319]
tender-notice: [939, 1945, 1462, 2261]
jobcard-subhead: 1 ही व्यक्ति के नाम पर बने 4-5 जॉबकार्ड-: [582, 2027, 712, 2055]
section-title: बालाघाट-सिवनी-मण्डला: [680, 32, 993, 73]
table-cell: 2000.00: [1364, 2125, 1410, 2180]
table-cell: 1: [946, 2125, 972, 2180]
college-story: [291, 1214, 568, 1929]
column-rule: [749, 873, 750, 1200]
byline: पीपुल्स संवाददाता ● सिवनी: [291, 288, 463, 305]
column-header: ई-टेण्डर आई.डी. नं.: [1018, 2087, 1069, 2125]
brief-body: सिवनी। मप्र राज्य सहकारी निर्वाचन प्राधिकारी भोपाल द्वारा मध्यप्रदेश सहकारी सोसायटी नियम 1962 के नियम 49-घ के प्रावधानों के अंतर्गत भगत सिंह प्राथमिक उपभोक्ता सहकारी भण्डार मर्यादित सिवनी के संचालक मंडल के सदस्यों, पदाधिकारियों एवं अन्य संस्थाओं में भेजे जाने वाले प्रतिनिधियों के निर्वाचन हेतु सहकारी निरीक्षक टी.वेक को रिटर्निंग अधिकारी नियुक्त किया गया है।: [34, 872, 276, 969]
ashram-building-photo: [474, 288, 823, 515]
kukarra-col4b: तिरोड़ी तहसील के ग्राम चीनिया की छाया कुमार श्रेया सूर्यवंशी शिकायत लेकर आई थी कि वर्ष 2019-20 में 12 वीं कक्षा पास करने के बाद ग्राम मांझापुर जिला बालाघाट के श्रवण डहरवाल ने स्वयं को कलेक्टर बताकर उसका भोपाल के 3-एम इन्स्टीट्यूट विद्यासागर स्कूल के पास भानपुर, छोला रोड भोपाल में बीएससी नर्सिंग में प्रवेश के नाम पर 30 हजार तथा नामांकन के नाम पर 7 हजार रुपए अपने खाते में जमा करा लिए। इस पर कॉलेज के संबंध में पता करने पर मालूम हुआ कि इस कॉलेज को बीएससी नर्सिंग की मान्यता नहीं है। अब कॉलेज के प्रमुख सुधीर शर्मा एवं पंकज डहरवाल द्वारा उसके 37 हजार रुपए वापस नहीं किए जा रहे है।: [756, 2236, 925, 2471]
table-cell: 04 Month E/R: [1410, 2125, 1456, 2180]
